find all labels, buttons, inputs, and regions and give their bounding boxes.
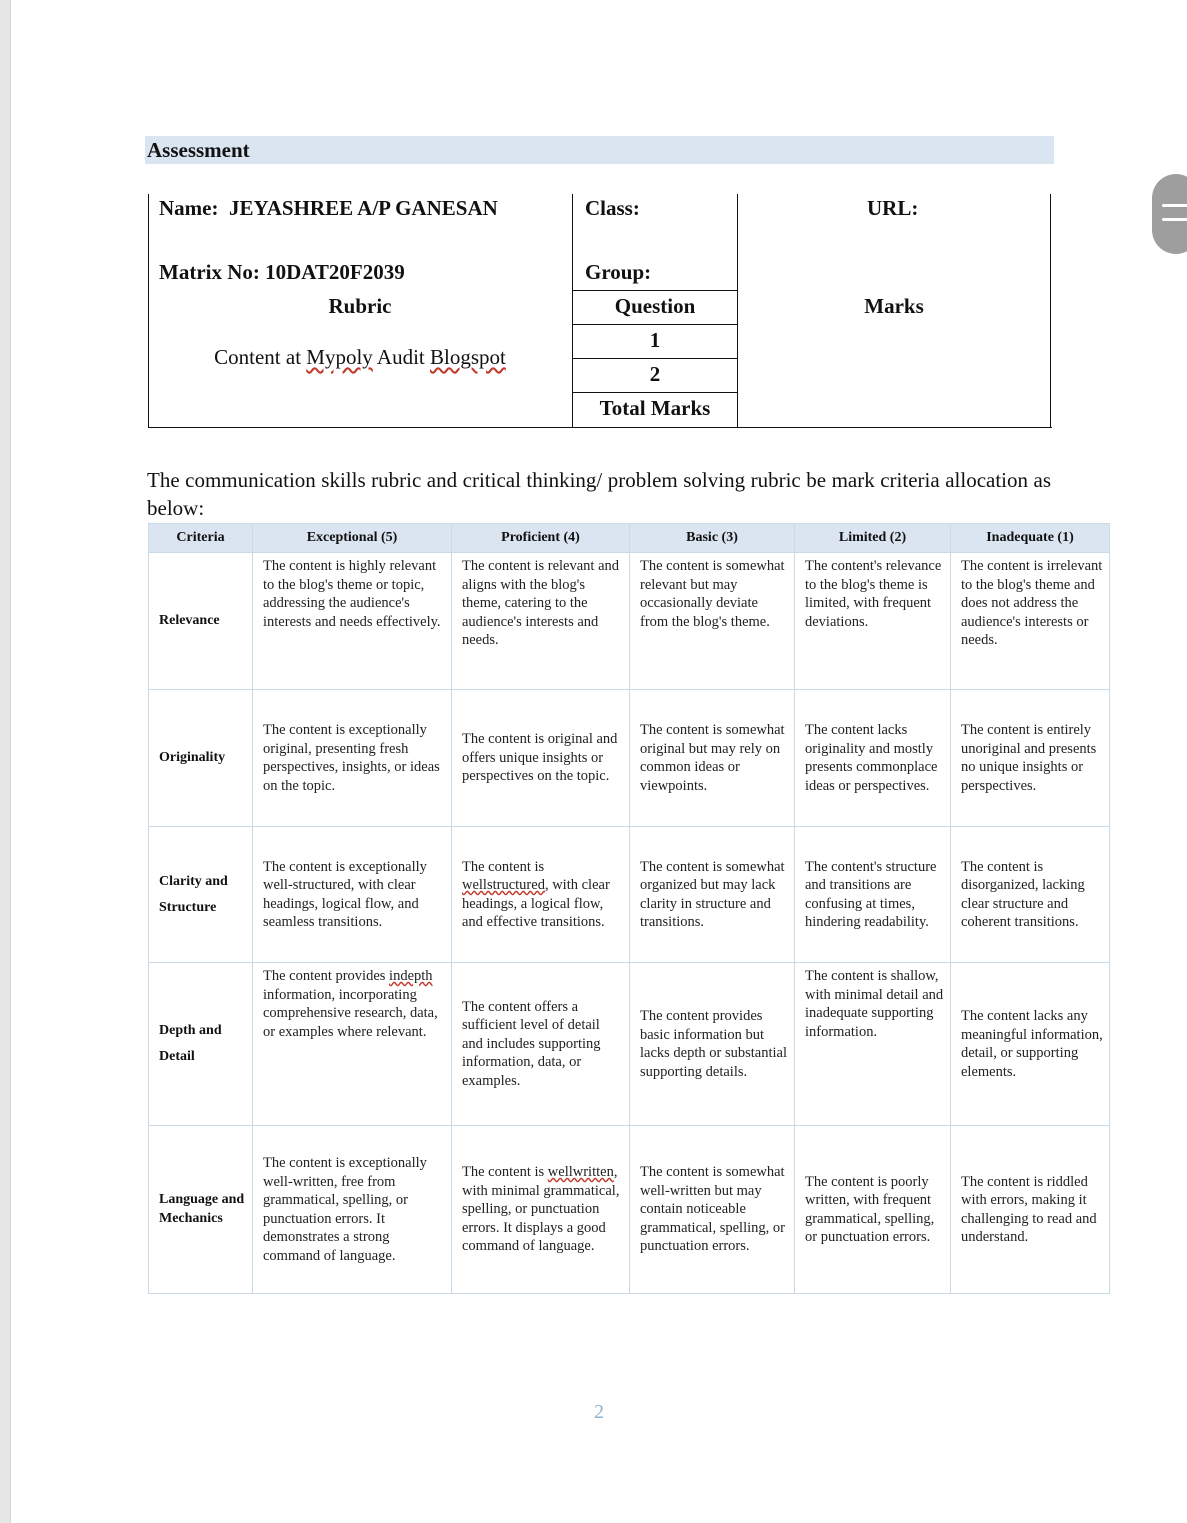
content-blogspot: Blogspot	[430, 345, 506, 369]
rubric-cell: The content is disorganized, lacking clear structure and coherent transitions.	[951, 827, 1110, 963]
total-marks-label: Total Marks	[599, 396, 711, 420]
intro-paragraph: The communication skills rubric and critical thinking/ problem solving rubric be mark criteria allocation as below:	[147, 468, 1051, 520]
header-basic: Basic (3)	[630, 524, 795, 553]
rubric-cell: The content is somewhat original but may rely on common ideas or viewpoints.	[630, 690, 795, 827]
rubric-cell: The content provides indepth information, incorporating comprehensive research, data, or examples where relevant.	[253, 963, 452, 1126]
name-label: Name:	[159, 196, 219, 220]
rubric-cell: The content is irrelevant to the blog's theme and does not address the audience's interests or needs.	[951, 553, 1110, 690]
rubric-header-row	[149, 524, 1110, 553]
table-row	[149, 827, 1110, 963]
section-heading: Assessment	[145, 136, 1054, 164]
matrix-field	[159, 260, 405, 285]
rubric-cell: The content lacks originality and mostly presents commonplace ideas or perspectives.	[795, 690, 951, 827]
rubric-cell: The content is wellstructured, with clear headings, a logical flow, and effective transitions.	[452, 827, 630, 963]
rubric-cell: The content is somewhat organized but may lack clarity in structure and transitions.	[630, 827, 795, 963]
criteria-cell: Relevance	[149, 553, 253, 690]
matrix-value: 10DAT20F2039	[265, 260, 405, 284]
question-header: Question	[614, 294, 696, 318]
name-value: JEYASHREE A/P GANESAN	[228, 196, 498, 220]
criteria-cell: Language and Mechanics	[149, 1126, 253, 1294]
header-limited: Limited (2)	[795, 524, 951, 553]
rubric-cell: The content is exceptionally original, presenting fresh perspectives, insights, or ideas on the topic.	[253, 690, 452, 827]
criteria-cell: Clarity and Structure	[149, 827, 253, 963]
criteria-cell: Depth and Detail	[149, 963, 253, 1126]
rubric-cell: The content is highly relevant to the blog's theme or topic, addressing the audience's interests and needs effectively.	[253, 553, 452, 690]
rubric-cell: The content is exceptionally well-written, free from grammatical, spelling, or punctuation errors. It demonstrates a strong command of language.	[253, 1126, 452, 1294]
rubric-cell: The content's relevance to the blog's theme is limited, with frequent deviations.	[795, 553, 951, 690]
rubric-cell: The content provides basic information but lacks depth or substantial supporting details.	[630, 963, 795, 1126]
rubric-cell: The content is shallow, with minimal detail and inadequate supporting information.	[795, 963, 951, 1126]
assessment-info-table	[148, 194, 1052, 428]
rubric-cell: The content is somewhat relevant but may occasionally deviate from the blog's theme.	[630, 553, 795, 690]
scroll-handle[interactable]	[1152, 174, 1187, 254]
content-mypoly: Mypoly	[306, 345, 373, 369]
header-criteria: Criteria	[149, 524, 253, 553]
rubric-cell: The content is relevant and aligns with the blog's theme, catering to the audience's interests and needs.	[452, 553, 630, 690]
question-2: 2	[649, 362, 661, 386]
rubric-cell: The content is somewhat well-written but may contain noticeable grammatical, spelling, or punctuation errors.	[630, 1126, 795, 1294]
rubric-cell: The content is poorly written, with frequent grammatical, spelling, or punctuation errors.	[795, 1126, 951, 1294]
question-1: 1	[649, 328, 661, 352]
marks-header: Marks	[864, 294, 924, 318]
page-number: 2	[594, 1401, 604, 1423]
table-row	[149, 553, 1110, 690]
rubric-cell: The content lacks any meaningful information, detail, or supporting elements.	[951, 963, 1110, 1126]
rubric-cell: The content is exceptionally well-structured, with clear headings, logical flow, and seamless transitions.	[253, 827, 452, 963]
class-label: Class:	[585, 196, 640, 220]
rubric-cell: The content's structure and transitions are confusing at times, hindering readability.	[795, 827, 951, 963]
rubric-cell: The content is original and offers unique insights or perspectives on the topic.	[452, 690, 630, 827]
criteria-cell: Originality	[149, 690, 253, 827]
left-gutter	[0, 0, 11, 1523]
header-exceptional: Exceptional (5)	[253, 524, 452, 553]
group-label: Group:	[585, 260, 652, 284]
rubric-cell: The content is wellwritten, with minimal grammatical, spelling, or punctuation errors. It displays a good command of language.	[452, 1126, 630, 1294]
table-row	[149, 690, 1110, 827]
table-row	[149, 1126, 1110, 1294]
rubric-cell: The content is entirely unoriginal and presents no unique insights or perspectives.	[951, 690, 1110, 827]
rubric-table	[148, 523, 1110, 1294]
url-label: URL:	[867, 196, 919, 220]
content-title: Content at Mypoly Audit Blogspot	[214, 345, 506, 369]
name-field	[159, 196, 498, 221]
matrix-label: Matrix No:	[159, 260, 260, 284]
rubric-cell: The content offers a sufficient level of detail and includes supporting information, data, or examples.	[452, 963, 630, 1126]
rubric-header: Rubric	[328, 294, 392, 318]
table-row	[149, 963, 1110, 1126]
header-inadequate: Inadequate (1)	[951, 524, 1110, 553]
header-proficient: Proficient (4)	[452, 524, 630, 553]
rubric-cell: The content is riddled with errors, making it challenging to read and understand.	[951, 1126, 1110, 1294]
